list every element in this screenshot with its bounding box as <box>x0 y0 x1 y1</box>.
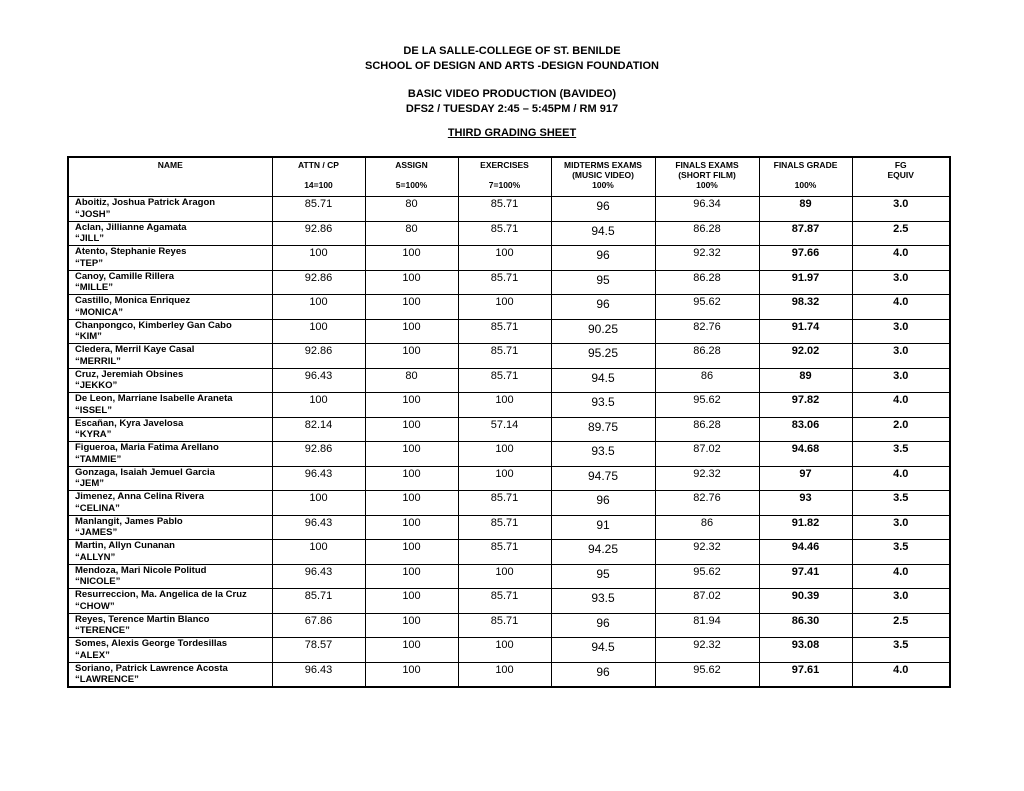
attn-cell: 96.43 <box>272 368 365 393</box>
table-row <box>68 515 950 540</box>
final-grade-cell: 97 <box>759 466 852 491</box>
exercises-cell: 100 <box>458 564 551 589</box>
assign-cell: 80 <box>365 221 458 246</box>
final-grade-cell: 94.46 <box>759 540 852 565</box>
midterms-cell: 93.5 <box>551 393 655 418</box>
table-row <box>68 564 950 589</box>
assign-cell: 100 <box>365 491 458 516</box>
attn-cell: 100 <box>272 295 365 320</box>
attn-cell: 100 <box>272 491 365 516</box>
student-name-cell: Reyes, Terence Martin Blanco “TERENCE” <box>68 613 272 638</box>
fg-equiv-cell: 4.0 <box>852 662 950 687</box>
attn-cell: 85.71 <box>272 589 365 614</box>
student-name-cell: Cruz, Jeremiah Obsines “JEKKO” <box>68 368 272 393</box>
fg-equiv-cell: 3.0 <box>852 589 950 614</box>
final-grade-cell: 94.68 <box>759 442 852 467</box>
exercises-cell: 85.71 <box>458 319 551 344</box>
exercises-cell: 57.14 <box>458 417 551 442</box>
assign-cell: 100 <box>365 613 458 638</box>
assign-cell: 100 <box>365 662 458 687</box>
exercises-cell: 85.71 <box>458 589 551 614</box>
student-name-cell: Cledera, Merril Kaye Casal “MERRIL” <box>68 344 272 369</box>
final-grade-cell: 90.39 <box>759 589 852 614</box>
student-name-cell: Figueroa, Maria Fatima Arellano “TAMMIE” <box>68 442 272 467</box>
table-row <box>68 417 950 442</box>
midterms-cell: 96 <box>551 613 655 638</box>
midterms-cell: 96 <box>551 246 655 271</box>
attn-cell: 85.71 <box>272 197 365 222</box>
table-row <box>68 662 950 687</box>
attn-cell: 96.43 <box>272 466 365 491</box>
table-row <box>68 540 950 565</box>
exercises-cell: 85.71 <box>458 368 551 393</box>
fg-equiv-cell: 3.0 <box>852 344 950 369</box>
finals-cell: 86.28 <box>655 221 759 246</box>
final-grade-cell: 89 <box>759 368 852 393</box>
midterms-cell: 96 <box>551 197 655 222</box>
student-name-cell: Aclan, Jillianne Agamata “JILL” <box>68 221 272 246</box>
table-row <box>68 221 950 246</box>
table-row <box>68 246 950 271</box>
attn-cell: 92.86 <box>272 344 365 369</box>
table-row <box>68 442 950 467</box>
assign-cell: 100 <box>365 466 458 491</box>
fg-equiv-cell: 3.0 <box>852 270 950 295</box>
exercises-cell: 85.71 <box>458 540 551 565</box>
final-grade-cell: 97.82 <box>759 393 852 418</box>
column-header-midterms: MIDTERMS EXAMS (MUSIC VIDEO) 100% <box>551 157 655 197</box>
fg-equiv-cell: 4.0 <box>852 466 950 491</box>
student-name-cell: Manlangit, James Pablo “JAMES” <box>68 515 272 540</box>
midterms-cell: 93.5 <box>551 442 655 467</box>
finals-cell: 96.34 <box>655 197 759 222</box>
final-grade-cell: 97.61 <box>759 662 852 687</box>
midterms-cell: 96 <box>551 295 655 320</box>
assign-cell: 100 <box>365 319 458 344</box>
exercises-cell: 100 <box>458 662 551 687</box>
attn-cell: 96.43 <box>272 515 365 540</box>
table-row <box>68 491 950 516</box>
attn-cell: 78.57 <box>272 638 365 663</box>
exercises-cell: 100 <box>458 638 551 663</box>
finals-cell: 92.32 <box>655 246 759 271</box>
finals-cell: 86.28 <box>655 417 759 442</box>
student-name-cell: Somes, Alexis George Tordesillas “ALEX” <box>68 638 272 663</box>
assign-cell: 80 <box>365 197 458 222</box>
final-grade-cell: 87.87 <box>759 221 852 246</box>
table-row <box>68 466 950 491</box>
exercises-cell: 100 <box>458 466 551 491</box>
finals-cell: 82.76 <box>655 319 759 344</box>
table-row <box>68 613 950 638</box>
grading-table <box>67 156 951 688</box>
finals-cell: 86.28 <box>655 270 759 295</box>
final-grade-cell: 86.30 <box>759 613 852 638</box>
column-header-finals: FINALS EXAMS (SHORT FILM) 100% <box>655 157 759 197</box>
exercises-cell: 85.71 <box>458 221 551 246</box>
finals-cell: 95.62 <box>655 295 759 320</box>
finals-cell: 92.32 <box>655 540 759 565</box>
column-header-name: NAME <box>68 157 272 197</box>
exercises-cell: 100 <box>458 442 551 467</box>
student-name-cell: Canoy, Camille Rillera “MILLE” <box>68 270 272 295</box>
table-body <box>68 197 950 687</box>
exercises-cell: 85.71 <box>458 515 551 540</box>
fg-equiv-cell: 3.5 <box>852 540 950 565</box>
finals-cell: 95.62 <box>655 393 759 418</box>
sheet-title: THIRD GRADING SHEET <box>447 127 577 139</box>
table-row <box>68 589 950 614</box>
assign-cell: 100 <box>365 270 458 295</box>
attn-cell: 100 <box>272 540 365 565</box>
student-name-cell: Soriano, Patrick Lawrence Acosta “LAWRENCE” <box>68 662 272 687</box>
assign-cell: 100 <box>365 295 458 320</box>
fg-equiv-cell: 3.0 <box>852 368 950 393</box>
student-name-cell: De Leon, Marriane Isabelle Araneta “ISSEL” <box>68 393 272 418</box>
fg-equiv-cell: 3.0 <box>852 515 950 540</box>
fg-equiv-cell: 2.5 <box>852 613 950 638</box>
exercises-cell: 85.71 <box>458 491 551 516</box>
finals-cell: 87.02 <box>655 442 759 467</box>
exercises-cell: 100 <box>458 295 551 320</box>
fg-equiv-cell: 2.0 <box>852 417 950 442</box>
student-name-cell: Resurreccion, Ma. Angelica de la Cruz “CHOW” <box>68 589 272 614</box>
student-name-cell: Gonzaga, Isaiah Jemuel Garcia “JEM” <box>68 466 272 491</box>
fg-equiv-cell: 3.5 <box>852 491 950 516</box>
student-name-cell: Castillo, Monica Enriquez “MONICA” <box>68 295 272 320</box>
final-grade-cell: 91.82 <box>759 515 852 540</box>
midterms-cell: 89.75 <box>551 417 655 442</box>
attn-cell: 92.86 <box>272 442 365 467</box>
attn-cell: 92.86 <box>272 221 365 246</box>
final-grade-cell: 89 <box>759 197 852 222</box>
student-name-cell: Atento, Stephanie Reyes “TEP” <box>68 246 272 271</box>
finals-cell: 92.32 <box>655 638 759 663</box>
table-row <box>68 344 950 369</box>
final-grade-cell: 91.97 <box>759 270 852 295</box>
final-grade-cell: 98.32 <box>759 295 852 320</box>
fg-equiv-cell: 3.5 <box>852 638 950 663</box>
attn-cell: 100 <box>272 393 365 418</box>
course-title: BASIC VIDEO PRODUCTION (BAVIDEO) <box>407 88 617 100</box>
student-name-cell: Chanpongco, Kimberley Gan Cabo “KIM” <box>68 319 272 344</box>
attn-cell: 82.14 <box>272 417 365 442</box>
column-header-fg-equiv: FG EQUIV <box>852 157 950 197</box>
exercises-cell: 85.71 <box>458 613 551 638</box>
document-header <box>0 44 1024 141</box>
table-row <box>68 197 950 222</box>
assign-cell: 100 <box>365 344 458 369</box>
finals-cell: 86 <box>655 515 759 540</box>
assign-cell: 100 <box>365 564 458 589</box>
midterms-cell: 94.5 <box>551 221 655 246</box>
table-row <box>68 270 950 295</box>
attn-cell: 92.86 <box>272 270 365 295</box>
midterms-cell: 96 <box>551 662 655 687</box>
assign-cell: 100 <box>365 540 458 565</box>
finals-cell: 86.28 <box>655 344 759 369</box>
finals-cell: 95.62 <box>655 564 759 589</box>
assign-cell: 100 <box>365 589 458 614</box>
section-schedule: DFS2 / TUESDAY 2:45 – 5:45PM / RM 917 <box>405 103 619 115</box>
assign-cell: 80 <box>365 368 458 393</box>
fg-equiv-cell: 3.0 <box>852 197 950 222</box>
finals-cell: 81.94 <box>655 613 759 638</box>
table-row <box>68 319 950 344</box>
finals-cell: 82.76 <box>655 491 759 516</box>
student-name-cell: Aboitiz, Joshua Patrick Aragon “JOSH” <box>68 197 272 222</box>
exercises-cell: 85.71 <box>458 344 551 369</box>
assign-cell: 100 <box>365 638 458 663</box>
fg-equiv-cell: 4.0 <box>852 295 950 320</box>
attn-cell: 100 <box>272 319 365 344</box>
attn-cell: 67.86 <box>272 613 365 638</box>
final-grade-cell: 92.02 <box>759 344 852 369</box>
table-row <box>68 368 950 393</box>
finals-cell: 86 <box>655 368 759 393</box>
fg-equiv-cell: 4.0 <box>852 564 950 589</box>
midterms-cell: 94.25 <box>551 540 655 565</box>
midterms-cell: 91 <box>551 515 655 540</box>
exercises-cell: 100 <box>458 246 551 271</box>
finals-cell: 87.02 <box>655 589 759 614</box>
column-header-exercises: EXERCISES 7=100% <box>458 157 551 197</box>
assign-cell: 100 <box>365 393 458 418</box>
fg-equiv-cell: 3.0 <box>852 319 950 344</box>
final-grade-cell: 97.41 <box>759 564 852 589</box>
attn-cell: 96.43 <box>272 662 365 687</box>
exercises-cell: 100 <box>458 393 551 418</box>
assign-cell: 100 <box>365 246 458 271</box>
student-name-cell: Escañan, Kyra Javelosa “KYRA” <box>68 417 272 442</box>
column-header-assign: ASSIGN 5=100% <box>365 157 458 197</box>
midterms-cell: 94.75 <box>551 466 655 491</box>
table-row <box>68 393 950 418</box>
midterms-cell: 96 <box>551 491 655 516</box>
fg-equiv-cell: 4.0 <box>852 246 950 271</box>
finals-cell: 95.62 <box>655 662 759 687</box>
midterms-cell: 95.25 <box>551 344 655 369</box>
midterms-cell: 90.25 <box>551 319 655 344</box>
assign-cell: 100 <box>365 515 458 540</box>
table-row <box>68 638 950 663</box>
assign-cell: 100 <box>365 442 458 467</box>
student-name-cell: Jimenez, Anna Celina Rivera “CELINA” <box>68 491 272 516</box>
school-name: SCHOOL OF DESIGN AND ARTS -DESIGN FOUNDATION <box>365 60 659 72</box>
midterms-cell: 94.5 <box>551 368 655 393</box>
midterms-cell: 94.5 <box>551 638 655 663</box>
table-row <box>68 295 950 320</box>
final-grade-cell: 83.06 <box>759 417 852 442</box>
midterms-cell: 93.5 <box>551 589 655 614</box>
attn-cell: 100 <box>272 246 365 271</box>
student-name-cell: Mendoza, Mari Nicole Politud “NICOLE” <box>68 564 272 589</box>
assign-cell: 100 <box>365 417 458 442</box>
fg-equiv-cell: 4.0 <box>852 393 950 418</box>
final-grade-cell: 93 <box>759 491 852 516</box>
finals-cell: 92.32 <box>655 466 759 491</box>
table-header-row <box>68 157 950 197</box>
midterms-cell: 95 <box>551 270 655 295</box>
midterms-cell: 95 <box>551 564 655 589</box>
exercises-cell: 85.71 <box>458 197 551 222</box>
attn-cell: 96.43 <box>272 564 365 589</box>
final-grade-cell: 91.74 <box>759 319 852 344</box>
exercises-cell: 85.71 <box>458 270 551 295</box>
column-header-attn: ATTN / CP 14=100 <box>272 157 365 197</box>
fg-equiv-cell: 3.5 <box>852 442 950 467</box>
fg-equiv-cell: 2.5 <box>852 221 950 246</box>
final-grade-cell: 97.66 <box>759 246 852 271</box>
column-header-final-grade: FINALS GRADE 100% <box>759 157 852 197</box>
final-grade-cell: 93.08 <box>759 638 852 663</box>
student-name-cell: Martin, Allyn Cunanan “ALLYN” <box>68 540 272 565</box>
institution-name: DE LA SALLE-COLLEGE OF ST. BENILDE <box>403 45 621 57</box>
